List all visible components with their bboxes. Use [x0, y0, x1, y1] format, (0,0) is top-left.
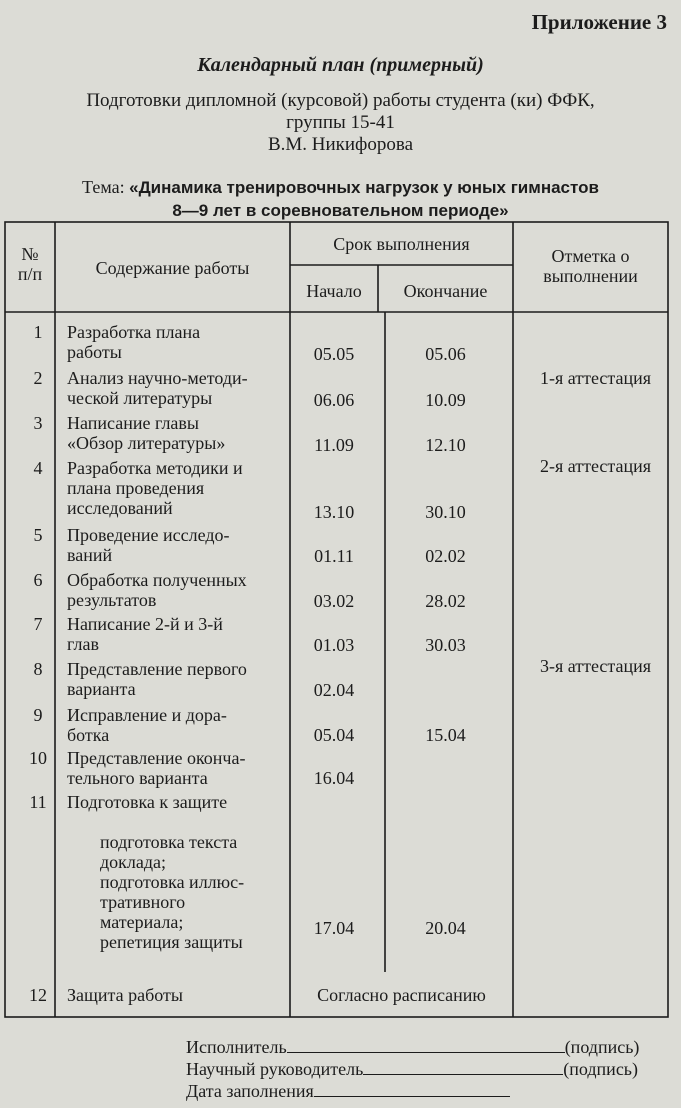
theme-line1: «Динамика тренировочных нагрузок у юных гимнастов: [129, 178, 599, 197]
row-start: 06.06: [313, 390, 355, 410]
plan-title: Календарный план (примерный): [197, 54, 484, 76]
header-end: Окончание: [403, 281, 488, 301]
row-number: 8: [33, 659, 43, 679]
row-number: 5: [33, 525, 43, 545]
row-number: 12: [29, 985, 47, 1005]
row-end: 30.10: [425, 502, 466, 522]
row-content: Исправление и дора- ботка: [67, 705, 227, 745]
row-content: Защита работы: [67, 985, 183, 1005]
row-content: Разработка плана работы: [67, 322, 201, 362]
subtitle-line: группы 15-41: [286, 112, 395, 133]
header-number: № п/п: [17, 244, 43, 284]
row-start: 05.05: [313, 344, 355, 364]
row-content: Проведение исследо- ваний: [67, 525, 230, 565]
row-start: 05.04: [313, 725, 355, 745]
date-filled: Дата заполнения: [186, 1080, 510, 1102]
row-subitems: подготовка текста доклада; подготовка иллюс- тративного материала; репетиция защиты: [100, 832, 245, 952]
signature-line: [287, 1036, 565, 1053]
row-number: 4: [33, 458, 43, 478]
row-end: 10.09: [425, 390, 466, 410]
row-content: Представление оконча- тельного варианта: [67, 748, 246, 788]
header-start: Начало: [306, 281, 362, 301]
row-content: Написание 2-й и 3-й глав: [67, 614, 223, 654]
row-content: Представление первого варианта: [67, 659, 247, 699]
row-number: 10: [29, 748, 47, 768]
subtitle-line: Подготовки дипломной (курсовой) работы студента (ки) ФФК,: [86, 90, 595, 111]
row-number: 7: [33, 614, 43, 634]
row-number: 9: [33, 705, 43, 725]
row-span-schedule: Согласно расписанию: [317, 985, 486, 1005]
header-mark: Отметка о выполнении: [543, 246, 638, 286]
row-mark: 2-я аттестация: [539, 456, 652, 476]
signature-line: [363, 1058, 563, 1075]
row-start: 17.04: [313, 918, 355, 938]
row-end: 05.06: [425, 344, 466, 364]
date-line: [314, 1080, 510, 1097]
row-start: 01.11: [314, 546, 354, 566]
row-start: 16.04: [313, 768, 355, 788]
header-deadline: Срок выполнения: [333, 234, 470, 254]
row-end: 28.02: [425, 591, 466, 611]
row-start: 01.03: [313, 635, 355, 655]
signature-supervisor: Научный руководитель (подпись): [186, 1059, 639, 1079]
row-number: 2: [33, 368, 43, 388]
row-start: 02.04: [313, 680, 355, 700]
row-end: 02.02: [425, 546, 466, 566]
row-start: 11.09: [314, 435, 354, 455]
row-end: 20.04: [425, 918, 466, 938]
row-content: Подготовка к защите: [67, 792, 228, 812]
row-mark: 1-я аттестация: [539, 368, 652, 388]
row-start: 03.02: [313, 591, 355, 611]
row-end: 12.10: [425, 435, 466, 455]
row-number: 3: [33, 413, 43, 433]
theme-prefix: Тема:: [82, 177, 125, 197]
row-content: Разработка методики и плана проведения исследований: [67, 458, 243, 518]
signature-executor: Исполнитель (подпись): [186, 1037, 640, 1057]
subtitle-line: В.М. Никифорова: [267, 134, 414, 155]
row-number: 1: [33, 322, 43, 342]
row-end: 15.04: [425, 725, 466, 745]
header-content: Содержание работы: [95, 258, 250, 278]
row-start: 13.10: [313, 502, 355, 522]
row-number: 6: [33, 570, 43, 590]
row-end: 30.03: [425, 635, 466, 655]
appendix-label: Приложение 3: [531, 10, 667, 34]
row-number: 11: [29, 792, 47, 812]
row-content: Анализ научно-методи- ческой литературы: [67, 368, 248, 408]
row-mark: 3-я аттестация: [539, 656, 652, 676]
theme-line2: 8—9 лет в соревновательном периоде»: [172, 201, 509, 220]
row-content: Написание главы «Обзор литературы»: [67, 413, 226, 453]
row-content: Обработка полученных результатов: [67, 570, 247, 610]
